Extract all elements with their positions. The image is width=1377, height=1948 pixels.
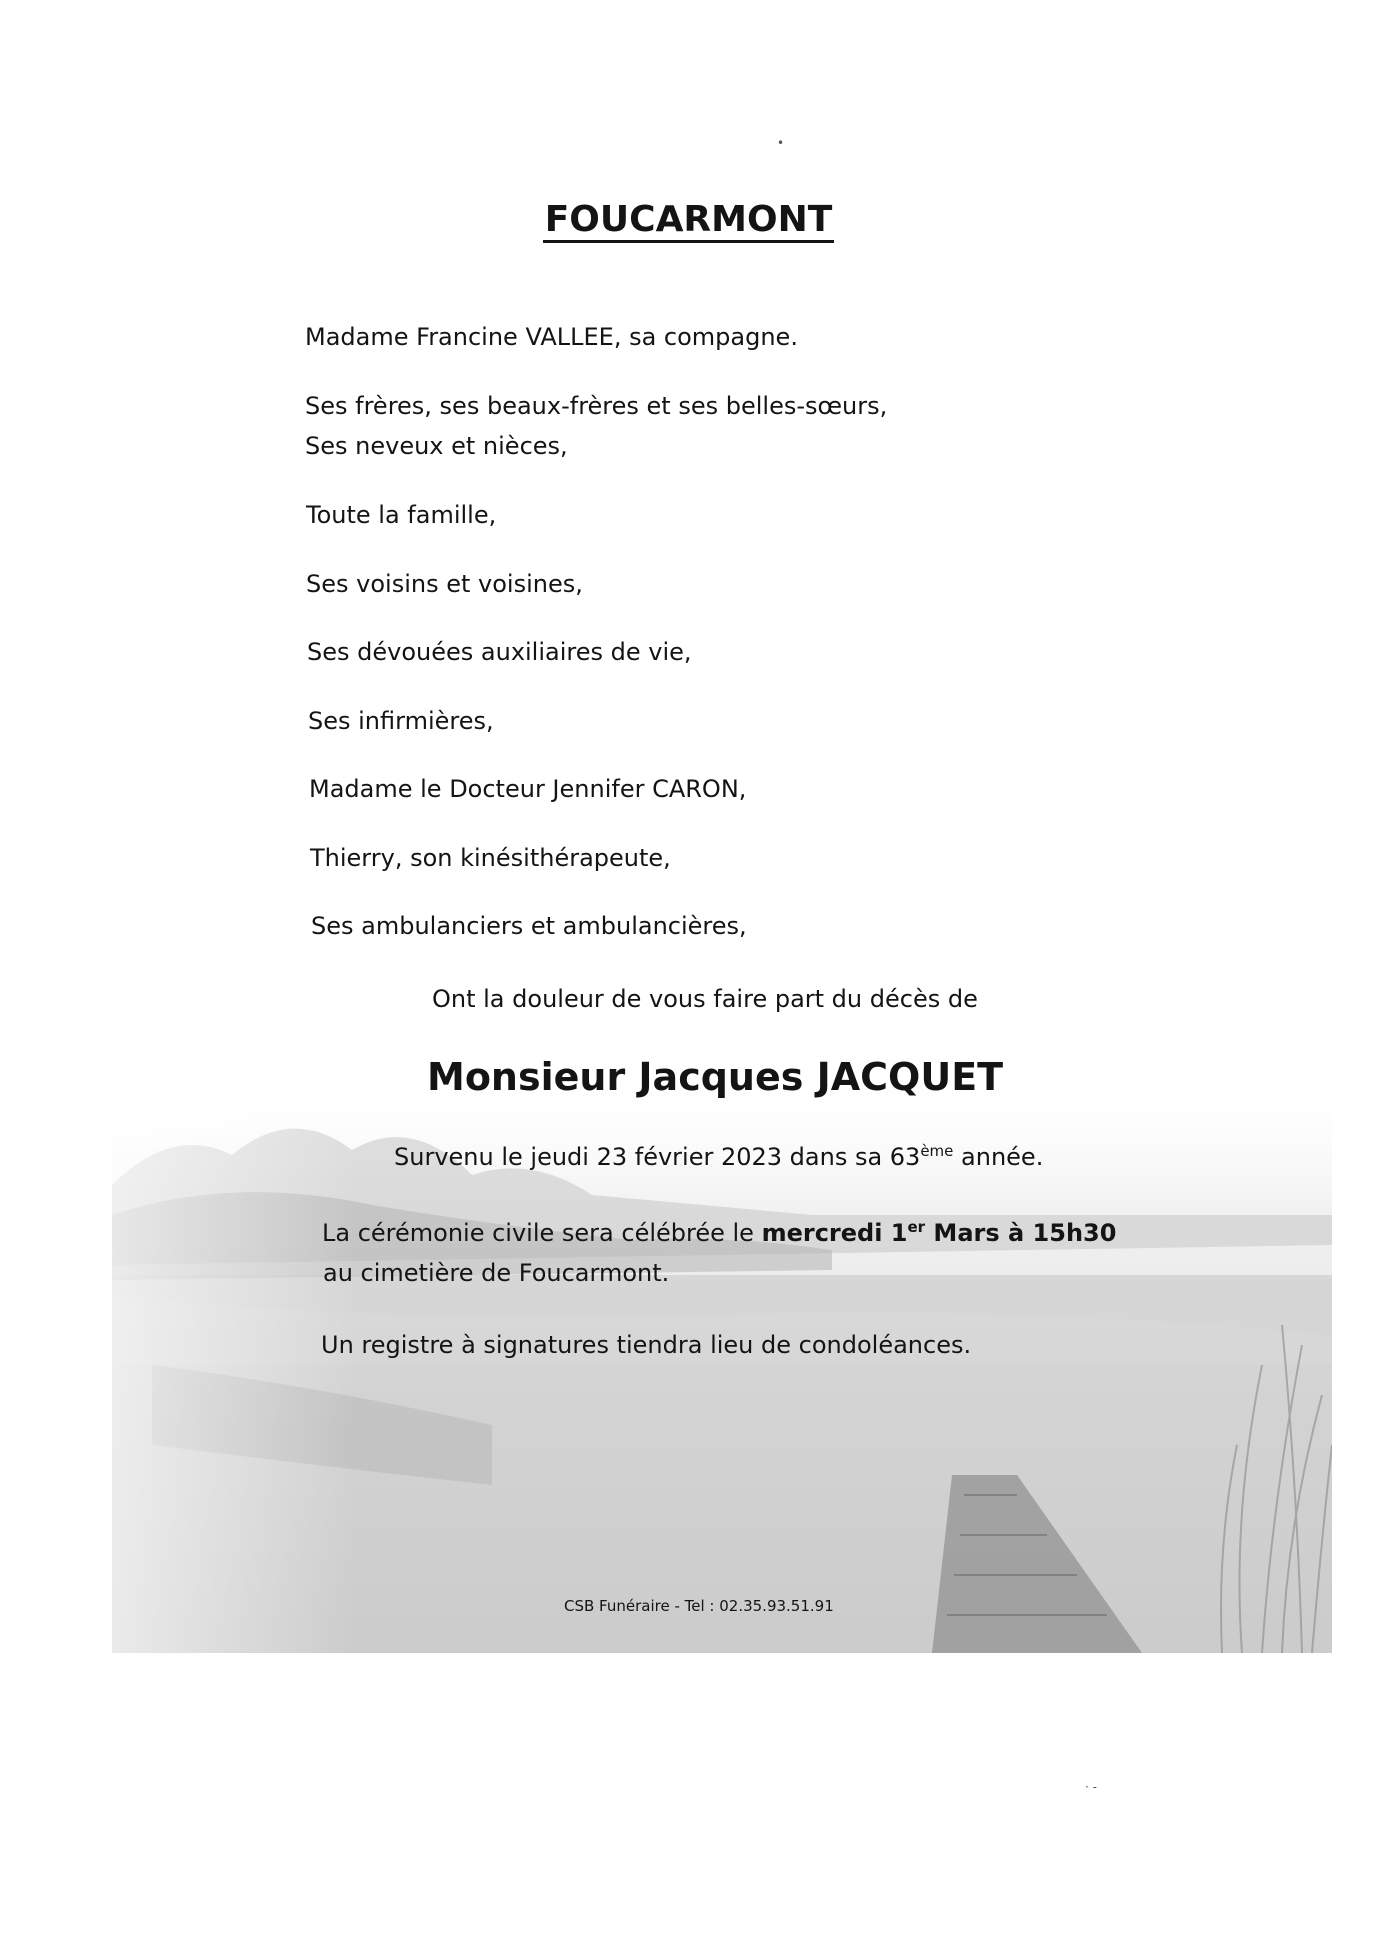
family-line: Toute la famille, xyxy=(306,501,497,529)
scan-speck: • xyxy=(777,136,785,150)
family-line: Madame le Docteur Jennifer CARON, xyxy=(309,775,747,803)
scan-speck: · - xyxy=(1085,1780,1097,1794)
announcement-text: Ont la douleur de vous faire part du décès de xyxy=(432,985,978,1013)
family-line: Thierry, son kinésithérapeute, xyxy=(310,844,671,872)
family-line: Ses ambulanciers et ambulancières, xyxy=(311,912,747,940)
deceased-name: Monsieur Jacques JACQUET xyxy=(427,1055,1004,1099)
family-line: Ses dévouées auxiliaires de vie, xyxy=(307,638,692,666)
family-line: Ses neveux et nièces, xyxy=(305,432,568,460)
family-line: Madame Francine VALLEE, sa compagne. xyxy=(305,323,798,351)
ceremony-text: La cérémonie civile sera célébrée le mercredi 1er Mars à 15h30 xyxy=(322,1218,1117,1247)
town-heading: FOUCARMONT xyxy=(0,198,1377,242)
death-date-text: Survenu le jeudi 23 février 2023 dans sa 63ème année. xyxy=(394,1142,1044,1171)
ceremony-location: au cimetière de Foucarmont. xyxy=(323,1259,670,1287)
family-line: Ses infirmières, xyxy=(308,707,494,735)
funeral-home-footer: CSB Funéraire - Tel : 02.35.93.51.91 xyxy=(564,1597,834,1615)
family-line: Ses voisins et voisines, xyxy=(306,570,583,598)
registry-text: Un registre à signatures tiendra lieu de condoléances. xyxy=(321,1331,972,1359)
family-line: Ses frères, ses beaux-frères et ses belles-sœurs, xyxy=(305,392,888,420)
